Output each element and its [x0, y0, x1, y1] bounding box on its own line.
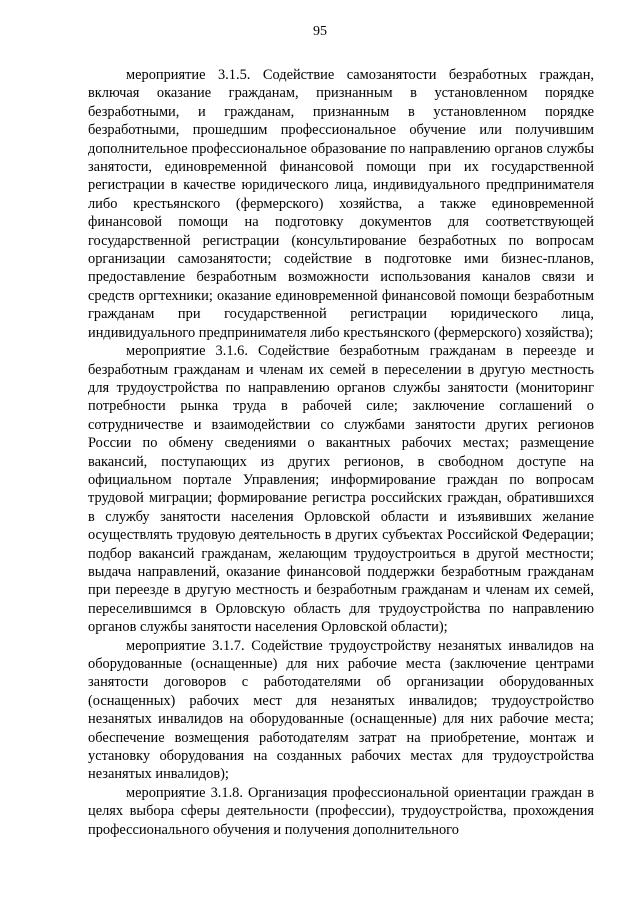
document-body: [88, 66, 594, 839]
paragraph-measure-3-1-7: мероприятие 3.1.7. Содействие трудоустройству незанятых инвалидов на оборудованные (оснащенные) для них рабочие места (заключение центрами занятости договоров с работодателями об организации оборудованных (оснащенных) рабочих мест для незанятых инвалидов; трудоустройство незанятых инвалидов на оборудованные (оснащенные) для них рабочие места; обеспечение возмещения работодателям затрат на приобретение, монтаж и установку оборудования на созданных рабочих местах для трудоустройства незанятых инвалидов);: [88, 637, 594, 783]
paragraph-measure-3-1-8: мероприятие 3.1.8. Организация профессиональной ориентации граждан в целях выбора сферы деятельности (профессии), трудоустройства, прохождения профессионального обучения и получения дополнительного: [88, 784, 594, 838]
page-number: 95: [313, 24, 327, 39]
paragraph-measure-3-1-5: мероприятие 3.1.5. Содействие самозанятости безработных граждан, включая оказание гражданам, признанным в установленном порядке безработными, и гражданам, признанным в установленном порядке безработными, прошедшим профессиональное обучение или получившим дополнительное профессиональное образование по направлению органов службы занятости, единовременной финансовой помощи при их государственной регистрации в качестве юридического лица, индивидуального предпринимателя либо крестьянского (фермерского) хозяйства, а также единовременной финансовой помощи на подготовку документов для соответствующей государственной регистрации (консультирование безработных по вопросам организации самозанятости; содействие в подготовке ими бизнес-планов, предоставление безработным возможности использования каналов связи и средств оргтехники; оказание единовременной финансовой помощи безработным гражданам при государственной регистрации юридического лица, индивидуального предпринимателя либо крестьянского (фермерского) хозяйства);: [88, 67, 594, 341]
paragraph-measure-3-1-6: мероприятие 3.1.6. Содействие безработным гражданам в переезде и безработным гражданам и членам их семей в переселении в другую местность для трудоустройства по направлению органов службы занятости (мониторинг потребности рынка труда в рабочей силе; заключение соглашений о сотрудничестве и взаимодействии со службами занятости других регионов России по обмену сведениями о вакантных рабочих местах; размещение вакансий, поступающих из других регионов, в свободном доступе на официальном портале Управления; информирование граждан по вопросам трудовой миграции; формирование регистра российских граждан, обратившихся в службу занятости населения Орловской области и изъявивших желание осуществлять трудовую деятельность в других субъектах Российской Федерации; подбор вакансий гражданам, желающим трудоустроиться в другой местности; выдача направлений, оказание финансовой поддержки безработным гражданам при переезде в другую местность и безработным гражданам и членам их семей, переселившимся в Орловскую область для трудоустройства по направлению органов службы занятости населения Орловской области);: [88, 343, 594, 636]
